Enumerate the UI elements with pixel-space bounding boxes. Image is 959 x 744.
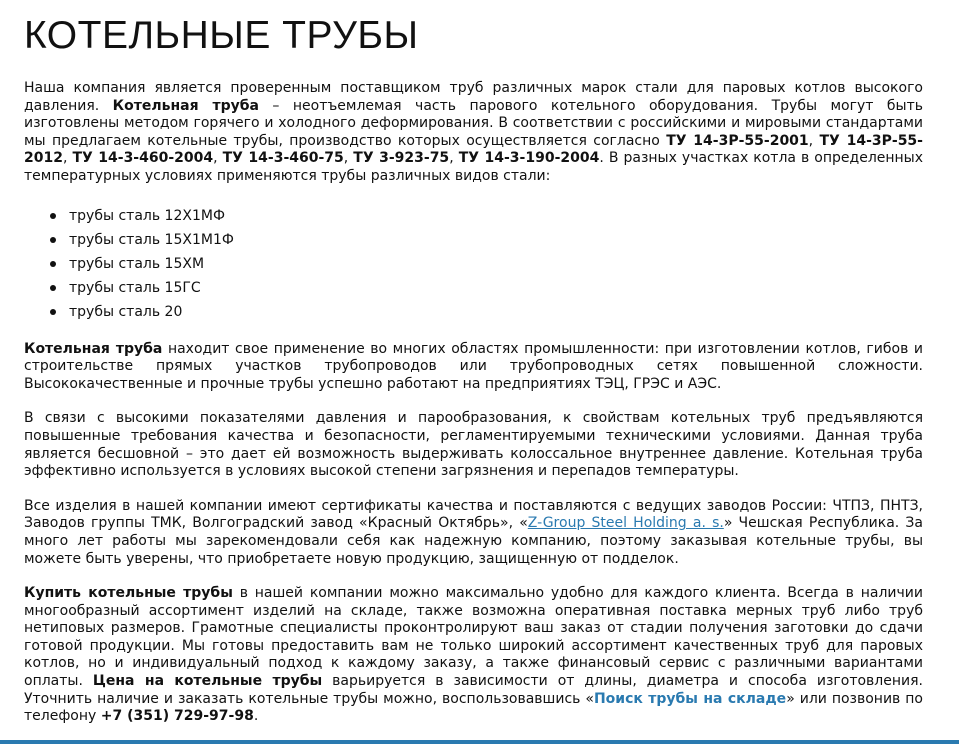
standard-tu-2: ТУ 14-3Р-55-2012 [24, 132, 923, 167]
intro-text-2: – неотъемлемая часть парового котельного оборудования. Трубы могут быть изготовлены методом горячего и холодного деформирования. В соответствии с российскими и мировыми стандартами мы предлагаем котельные трубы, производство которых осуществляется согласно [24, 97, 923, 149]
separator: , [449, 150, 459, 167]
intro-paragraph [24, 80, 923, 186]
article [24, 12, 923, 726]
list-item [69, 252, 923, 276]
price-bold-title: Цена на котельные трубы [92, 673, 323, 690]
bullet-icon [50, 309, 56, 315]
buy-text-1: в нашей компании можно максимально удобно для каждого клиента. Всегда в наличии многообразный ассортимент изделий на складе, также возможна оперативная поставка мерных труб либо труб нетиповых размеров. Грамотные специалисты проконтролируют ваш заказ от стадии получения заготовки до сдачи готовой продукции. Мы готовы предоставить вам не только широкий ассортимент качественных труб для паровых котлов, но и индивидуальный подход к каждому заказу, а также финансовый сервис с различными вариантами оплаты. [24, 585, 923, 690]
list-item-label: трубы сталь 20 [69, 303, 183, 320]
bullet-icon [50, 213, 56, 219]
separator: , [62, 150, 73, 167]
usage-paragraph [24, 341, 923, 394]
list-item-label: трубы сталь 15ХМ [69, 255, 205, 272]
certificates-paragraph [24, 498, 923, 568]
separator: , [343, 150, 354, 167]
list-item [69, 204, 923, 228]
certificates-text-2: » Чешская Республика. За много лет работы мы зарекомендовали себя как надежную компанию, поэтому заказывая котельные трубы, вы можете быть уверены, что приобретаете новую продукцию, защищенную от подделок. [24, 515, 923, 567]
requirements-text: В связи с высокими показателями давления и парообразования, к свойствам котельных труб предъявляются повышенные требования качества и безопасности, регламентируемыми техническими условиями. Данная труба является бесшовной – это дает ей возможность выдерживать колоссальное внутреннее давление. Котельная труба эффективно используется в условиях высокой степени загрязнения и перепадов температуры. [24, 410, 923, 480]
buy-text-3: » или позвонив по телефону [24, 690, 923, 725]
intro-bold-boiler-pipe: Котельная труба [112, 97, 259, 114]
standard-tu-3: ТУ 14-3-460-2004 [72, 150, 214, 167]
list-item-label: трубы сталь 15Х1М1Ф [69, 231, 234, 248]
intro-text-3: . В разных участках котла в определенных температурных условиях применяются трубы различных видов стали: [24, 150, 924, 184]
buy-paragraph [24, 585, 923, 726]
usage-text: находит свое применение во многих областях промышленности: при изготовлении котлов, гибов и строительстве прямых участков трубопроводов или трубопроводных сетях повышенной сложности. Высококачественные и прочные трубы успешно работают на предприятиях ТЭЦ, ГРЭС и АЭС. [24, 340, 923, 392]
phone-number: +7 (351) 729-97-98 [100, 708, 254, 725]
bottom-accent-bar [0, 740, 959, 744]
buy-text-2: варьируется в зависимости от длины, диаметра и способа изготовления. Уточнить наличие и заказать котельные трубы можно, воспользовавшись « [24, 673, 923, 707]
standard-tu-4: ТУ 14-3-460-75 [222, 150, 344, 167]
bullet-icon [50, 237, 56, 243]
standard-tu-5: ТУ 3-923-75 [353, 150, 450, 167]
warehouse-search-link[interactable]: Поиск трубы на складе [593, 690, 787, 707]
usage-bold-boiler-pipe: Котельная труба [24, 340, 163, 357]
list-item [69, 276, 923, 300]
list-item-label: трубы сталь 15ГС [69, 279, 201, 296]
buy-text-4: . [253, 708, 259, 725]
intro-text-1: Наша компания является проверенным поставщиком труб различных марок стали для паровых котлов высокого давления. [24, 80, 923, 114]
standard-tu-1: ТУ 14-3Р-55-2001 [666, 132, 809, 149]
list-item [69, 228, 923, 252]
list-item [69, 300, 923, 324]
bullet-icon [50, 261, 56, 267]
list-item-label: трубы сталь 12Х1МФ [69, 207, 225, 224]
steel-grade-list [24, 204, 923, 324]
separator: , [808, 132, 820, 149]
bullet-icon [50, 285, 56, 291]
requirements-paragraph [24, 410, 923, 480]
certificates-text-1: Все изделия в нашей компании имеют сертификаты качества и поставляются с ведущих заводов России: ЧТПЗ, ПНТЗ, Заводов группы ТМК, Волгоградский завод «Красный Октябрь», « [24, 497, 923, 532]
z-group-link[interactable]: Z-Group Steel Holding a. s. [527, 515, 724, 532]
standard-tu-6: ТУ 14-3-190-2004 [458, 150, 600, 167]
page-title: КОТЕЛЬНЫЕ ТРУБЫ [24, 14, 419, 57]
buy-bold-title: Купить котельные трубы [24, 585, 233, 602]
separator: , [213, 150, 223, 167]
